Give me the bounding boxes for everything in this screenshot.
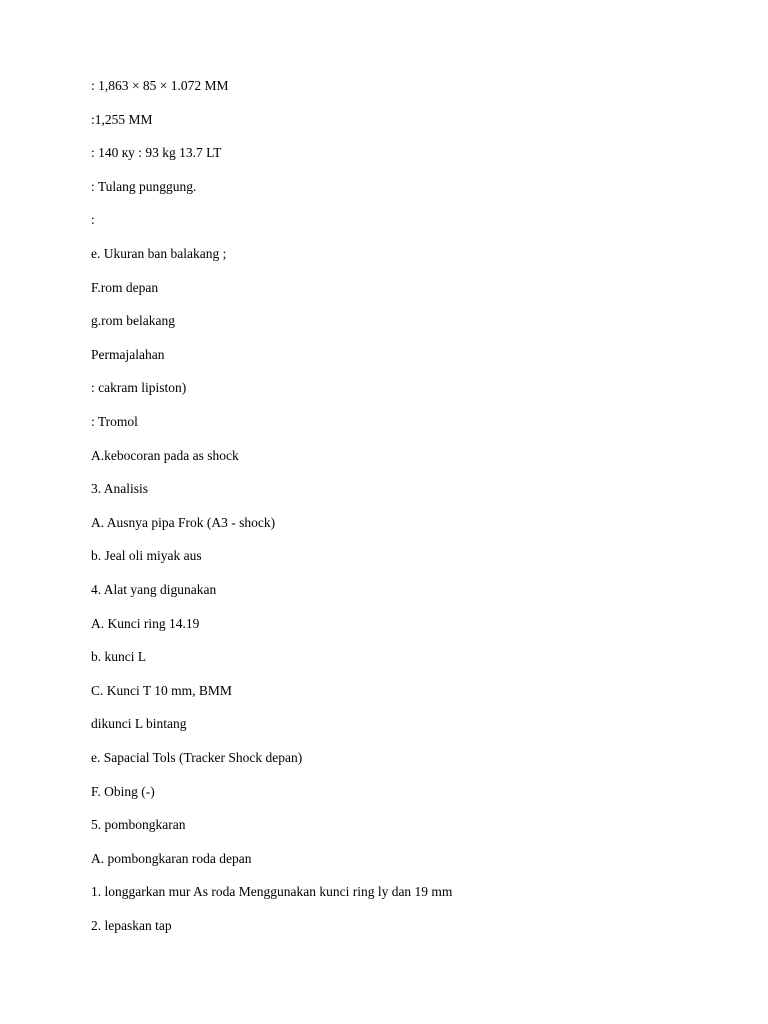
section-heading: 5. pombongkaran [91,817,186,832]
text-line: F. Obing (-) [91,784,155,799]
text-line: : Tulang punggung. [91,179,197,194]
text-line: b. Jeal oli miyak aus [91,548,202,563]
text-line: : 140 ку : 93 kg 13.7 LT [91,145,222,160]
section-heading: 3. Analisis [91,481,149,496]
text-line: b. kunci L [91,649,147,664]
text-line: 1. longgarkan mur As roda Menggunakan kunci ring ly dan 19 mm [91,884,453,899]
text-line: : 1,863 × 85 × 1.072 MM [91,78,229,93]
text-line: : Tromol [91,414,138,429]
text-line: e. Sapacial Tols (Tracker Shock depan) [91,750,303,765]
text-line: : [91,212,95,227]
text-line: A. Kunci ring 14.19 [91,616,200,631]
text-line: g.rom belakang [91,313,175,328]
text-line: e. Ukuran ban balakang ; [91,246,227,261]
text-line: F.rom depan [91,280,159,295]
text-line: C. Kunci T 10 mm, BMM [91,683,232,698]
text-line: :1,255 MM [91,112,153,127]
text-line: A.kebocoran pada as shock [91,448,239,463]
text-line: dikunci L bintang [91,716,187,731]
text-line: A. Ausnya pipa Frok (A3 - shock) [91,515,276,530]
section-heading: Permajalahan [91,347,165,362]
text-line: : cakram lipiston) [91,380,187,395]
text-line: 2. lepaskan tap [91,918,172,933]
section-heading: 4. Alat yang digunakan [91,582,217,597]
text-line: A. pombongkaran roda depan [91,851,252,866]
